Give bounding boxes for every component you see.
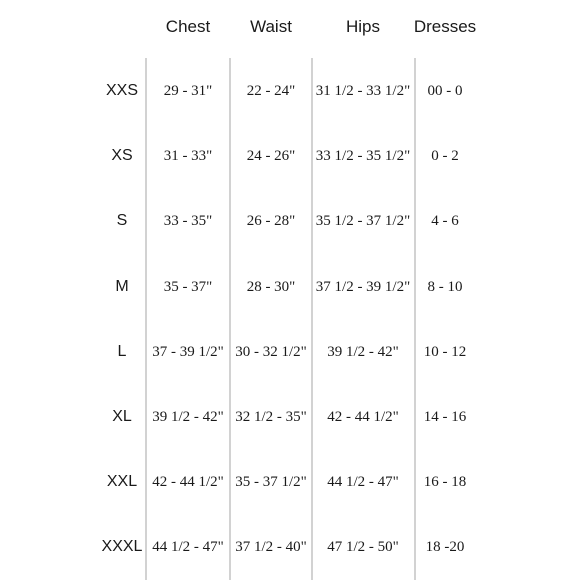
chest-value: 33 - 35": [163, 213, 213, 229]
dresses-value: 14 - 16: [423, 409, 467, 425]
column-divider: [145, 58, 147, 580]
chest-value: 44 1/2 - 47": [152, 539, 224, 555]
chest-value: 31 - 33": [163, 148, 213, 164]
header-dresses: Dresses: [413, 17, 477, 36]
chest-value: 42 - 44 1/2": [152, 474, 224, 490]
hips-value: 44 1/2 - 47": [327, 474, 399, 490]
header-hips: Hips: [345, 17, 381, 36]
table-row: [0, 535, 580, 559]
table-row: [0, 340, 580, 364]
size-label: L: [117, 343, 127, 360]
chest-value: 37 - 39 1/2": [152, 344, 224, 360]
size-label: S: [116, 212, 128, 229]
dresses-value: 10 - 12: [423, 344, 467, 360]
chest-value: 39 1/2 - 42": [152, 409, 224, 425]
size-label: XXXL: [101, 538, 143, 555]
dresses-value: 00 - 0: [427, 83, 463, 99]
chest-value: 29 - 31": [163, 83, 213, 99]
waist-value: 26 - 28": [246, 213, 296, 229]
hips-value: 35 1/2 - 37 1/2": [315, 213, 411, 229]
table-row: [0, 144, 580, 168]
size-label: M: [115, 278, 129, 295]
hips-value: 42 - 44 1/2": [327, 409, 399, 425]
dresses-value: 16 - 18: [423, 474, 467, 490]
hips-value: 47 1/2 - 50": [327, 539, 399, 555]
table-row: [0, 79, 580, 103]
column-divider: [311, 58, 313, 580]
table-row: [0, 470, 580, 494]
size-label: XXL: [106, 473, 138, 490]
column-divider: [229, 58, 231, 580]
header-waist: Waist: [250, 17, 292, 36]
waist-value: 35 - 37 1/2": [235, 474, 307, 490]
waist-value: 24 - 26": [246, 148, 296, 164]
table-row: [0, 405, 580, 429]
column-divider: [414, 58, 416, 580]
dresses-value: 4 - 6: [431, 213, 459, 229]
dresses-value: 18 -20: [425, 539, 465, 555]
dresses-value: 0 - 2: [431, 148, 459, 164]
hips-value: 31 1/2 - 33 1/2": [315, 83, 411, 99]
chest-value: 35 - 37": [163, 279, 213, 295]
hips-value: 39 1/2 - 42": [327, 344, 399, 360]
waist-value: 37 1/2 - 40": [235, 539, 307, 555]
table-row: [0, 275, 580, 299]
size-label: XL: [112, 408, 132, 425]
table-row: [0, 209, 580, 233]
waist-value: 30 - 32 1/2": [235, 344, 307, 360]
hips-value: 33 1/2 - 35 1/2": [315, 148, 411, 164]
size-label: XXS: [105, 82, 139, 99]
waist-value: 22 - 24": [246, 83, 296, 99]
waist-value: 32 1/2 - 35": [235, 409, 307, 425]
size-label: XS: [111, 147, 133, 164]
hips-value: 37 1/2 - 39 1/2": [315, 279, 411, 295]
dresses-value: 8 - 10: [427, 279, 463, 295]
waist-value: 28 - 30": [246, 279, 296, 295]
header-chest: Chest: [165, 17, 211, 36]
